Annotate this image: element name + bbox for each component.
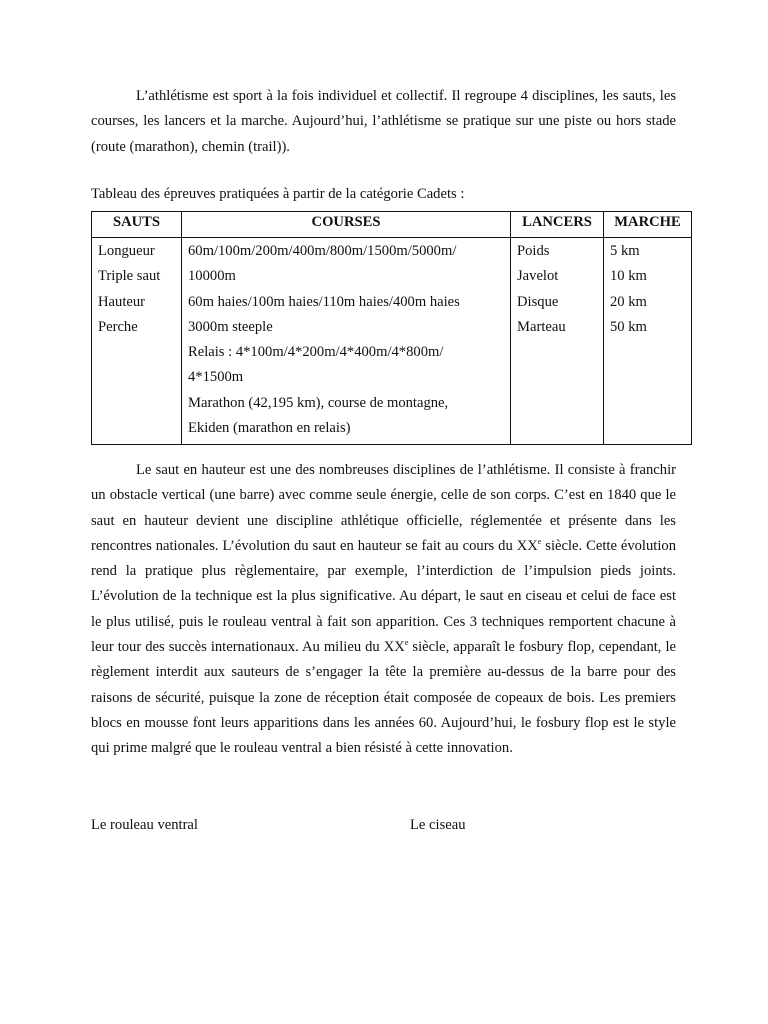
list-item: Triple saut [98,268,161,285]
list-item: 4*1500m [188,369,244,386]
cell-marche [604,238,692,445]
list-item: 10 km [610,268,647,285]
list-item: Hauteur [98,293,146,310]
list-item: Perche [98,318,138,335]
list-item: 20 km [610,293,647,310]
table-body-row [92,238,692,445]
cell-sauts [92,238,182,445]
header-courses: COURSES [182,212,511,238]
list-item: 3000m steeple [188,318,273,335]
list-item: Poids [517,243,550,259]
intro-paragraph: L’athlétisme est sport à la fois individuel et collectif. Il regroupe 4 disciplines, les sauts, les courses, les lancers et la marche. Aujourd’hui, l’athlétisme se pratique sur une piste ou hors stade (route (marathon), chemin (trail)). [91,88,676,155]
history-text-part1: Le saut en hauteur est une des nombreuses disciplines de l’athlétisme. Il consiste à franchir un obstacle vertical (une barre) avec comme seule énergie, celle de son corps. C’est en 1840 que le saut en hauteur devient une discipline athlétique officielle, réglementée et présente dans les rencontres nationales. L’évolution du saut en hauteur se fait au cours du XX [91,462,676,554]
list-item: Javelot [517,268,559,285]
events-table [91,211,692,445]
list-item: Longueur [98,243,155,259]
history-text-part2: siècle. Cette évolution rend la pratique plus règlementaire, par exemple, l’interdiction de l’impulsion pieds joints. L’évolution de la technique est la plus significative. Au départ, le saut en ciseau et celui de face est le plus utilisé, puis le rouleau ventral à fait son apparition. Ces 3 techniques remportent chacune à leur tour des succès internationaux. Au milieu du XX [91,537,676,656]
intro-section [91,84,676,207]
figure-label-rouleau-ventral: Le rouleau ventral [91,817,198,833]
table-header-row [92,212,692,238]
header-marche: MARCHE [604,212,692,238]
list-item: 50 km [610,318,647,335]
table-caption: Tableau des épreuves pratiquées à partir de la catégorie Cadets : [91,185,465,202]
header-sauts: SAUTS [92,212,182,238]
century-superscript: e [537,536,542,546]
figure-label-ciseau: Le ciseau [410,817,466,833]
cell-courses [182,238,511,445]
list-item: Disque [517,293,559,310]
list-item: 10000m [188,268,236,285]
list-item: Marteau [517,318,566,335]
list-item: Ekiden (marathon en relais) [188,420,351,437]
list-item: 60m haies/100m haies/110m haies/400m haies [188,293,460,310]
cell-lancers [511,238,604,445]
history-paragraph [91,458,676,762]
list-item: 5 km [610,243,640,259]
list-item: Marathon (42,195 km), course de montagne, [188,394,449,411]
history-text-part3: siècle, apparaît le fosbury flop, cependant, le règlement interdit aux sauteurs de s’engager la tête la première au-dessus de la barre pour des raisons de sécurité, puisque la zone de réception était composée de copeaux de bois. Les premiers blocs en mousse font leurs apparitions dans les années 60. Aujourd’hui, le fosbury flop est le style qui prime malgré que le rouleau ventral a bien résisté à cette innovation. [91,639,676,757]
century-superscript: e [404,638,409,648]
header-lancers: LANCERS [511,212,604,238]
list-item: Relais : 4*100m/4*200m/4*400m/4*800m/ [188,344,444,361]
list-item: 60m/100m/200m/400m/800m/1500m/5000m/ [188,243,457,259]
